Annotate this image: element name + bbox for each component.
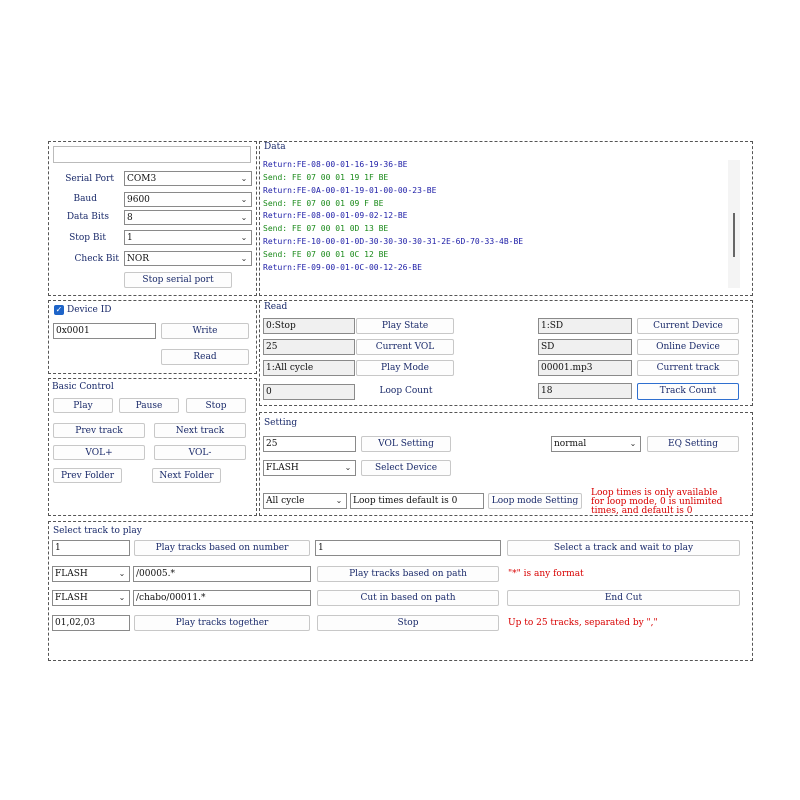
play-button[interactable]: Play — [53, 398, 113, 413]
baud-label: Baud — [73, 194, 97, 204]
current-track-button[interactable]: Current track — [637, 360, 739, 376]
online-device-value: SD — [538, 339, 632, 355]
chevron-down-icon: ⌄ — [240, 195, 248, 204]
log-line: Send: FE 07 00 01 09 F BE — [263, 199, 384, 208]
checkbit-select[interactable] — [124, 251, 252, 266]
play-together-button[interactable]: Play tracks together — [134, 615, 310, 631]
cut-path-input[interactable]: /chabo/00011.* — [133, 590, 311, 606]
eq-select[interactable] — [551, 436, 641, 452]
cut-device-select[interactable] — [52, 590, 130, 606]
track-count-value: 18 — [538, 383, 632, 399]
device-id-label: Device ID — [67, 305, 112, 315]
vol-up-button[interactable]: VOL+ — [53, 445, 145, 460]
stopbit-value: 1 — [127, 233, 133, 243]
loop-times-input[interactable]: Loop times default is 0 — [350, 493, 484, 509]
log-line: Return:FE-0A-00-01-19-01-00-00-23-BE — [263, 186, 437, 195]
play-state-value: 0:Stop — [263, 318, 355, 334]
databits-label: Data Bits — [66, 212, 109, 222]
loop-note-line2: for loop mode, 0 is unlimited — [591, 497, 723, 507]
loop-mode-setting-button[interactable]: Loop mode Setting — [488, 493, 582, 509]
next-folder-button[interactable]: Next Folder — [152, 468, 221, 483]
chevron-down-icon: ⌄ — [240, 233, 248, 242]
track-count-button[interactable]: Track Count — [637, 383, 739, 400]
read-title: Read — [264, 302, 288, 312]
together-input[interactable]: 01,02,03 — [52, 615, 130, 631]
select-and-wait-button[interactable]: Select a track and wait to play — [507, 540, 740, 556]
device-select-value: FLASH — [266, 463, 299, 473]
select-stop-button[interactable]: Stop — [317, 615, 499, 631]
log-line: Return:FE-08-00-01-16-19-36-BE — [263, 160, 408, 169]
baud-value: 9600 — [127, 195, 150, 205]
path-device-value: FLASH — [55, 569, 88, 579]
vol-setting-button[interactable]: VOL Setting — [361, 436, 451, 452]
serial-top-field[interactable] — [53, 146, 251, 163]
cut-device-value: FLASH — [55, 593, 88, 603]
loop-count-value: 0 — [263, 384, 355, 400]
basic-control-title: Basic Control — [52, 382, 114, 392]
current-track-value: 00001.mp3 — [538, 360, 632, 376]
eq-setting-button[interactable]: EQ Setting — [647, 436, 739, 452]
play-state-button[interactable]: Play State — [356, 318, 454, 334]
vol-setting-input[interactable]: 25 — [263, 436, 356, 452]
chevron-down-icon: ⌄ — [335, 496, 343, 505]
log-line: Send: FE 07 00 01 0C 12 BE — [263, 250, 389, 259]
current-device-button[interactable]: Current Device — [637, 318, 739, 334]
chevron-down-icon: ⌄ — [629, 439, 637, 448]
chevron-down-icon: ⌄ — [118, 569, 126, 578]
serial-port-value: COM3 — [127, 174, 157, 184]
log-line: Send: FE 07 00 01 0D 13 BE — [263, 224, 389, 233]
select-track-title: Select track to play — [53, 526, 142, 536]
device-id-checkbox[interactable] — [54, 305, 64, 315]
databits-value: 8 — [127, 213, 133, 223]
current-device-value: 1:SD — [538, 318, 632, 334]
chevron-down-icon: ⌄ — [118, 593, 126, 602]
serial-port-select[interactable] — [124, 171, 252, 186]
setting-title: Setting — [264, 418, 298, 428]
path-device-select[interactable] — [52, 566, 130, 582]
eq-value: normal — [554, 439, 587, 449]
loop-count-label: Loop Count — [379, 386, 433, 396]
current-vol-button[interactable]: Current VOL — [356, 339, 454, 355]
play-mode-value: 1:All cycle — [263, 360, 355, 376]
path-note: "*" is any format — [508, 569, 584, 579]
data-log-title: Data — [264, 142, 286, 152]
online-device-button[interactable]: Online Device — [637, 339, 739, 355]
device-select[interactable] — [263, 460, 356, 476]
baud-select[interactable] — [124, 192, 252, 207]
log-line: Send: FE 07 00 01 19 1F BE — [263, 173, 389, 182]
checkbit-label: Check Bit — [74, 254, 119, 264]
check-icon: ✓ — [55, 305, 63, 314]
chevron-down-icon: ⌄ — [240, 174, 248, 183]
loop-mode-value: All cycle — [266, 496, 305, 506]
prev-track-button[interactable]: Prev track — [53, 423, 145, 438]
select-device-button[interactable]: Select Device — [361, 460, 451, 476]
stop-serial-port-button[interactable]: Stop serial port — [124, 272, 232, 288]
serial-port-label: Serial Port — [65, 174, 114, 184]
play-by-path-button[interactable]: Play tracks based on path — [317, 566, 499, 582]
loop-note-line3: times, and default is 0 — [591, 506, 693, 516]
log-line: Return:FE-08-00-01-09-02-12-BE — [263, 211, 408, 220]
chevron-down-icon: ⌄ — [240, 213, 248, 222]
chevron-down-icon: ⌄ — [240, 254, 248, 263]
play-by-number-button[interactable]: Play tracks based on number — [134, 540, 310, 556]
log-line: Return:FE-10-00-01-0D-30-30-30-30-31-2E-6D-70-33-4B-BE — [263, 237, 524, 246]
vol-down-button[interactable]: VOL- — [154, 445, 246, 460]
databits-select[interactable] — [124, 210, 252, 225]
current-vol-value: 25 — [263, 339, 355, 355]
loop-mode-select[interactable] — [263, 493, 347, 509]
scrollbar-thumb[interactable] — [733, 213, 735, 257]
path-input[interactable]: /00005.* — [133, 566, 311, 582]
read-button[interactable]: Read — [161, 349, 249, 365]
together-note: Up to 25 tracks, separated by "," — [508, 618, 658, 628]
stop-button[interactable]: Stop — [186, 398, 246, 413]
stopbit-label: Stop Bit — [69, 233, 106, 243]
log-line: Return:FE-09-00-01-0C-00-12-26-BE — [263, 263, 422, 272]
prev-folder-button[interactable]: Prev Folder — [53, 468, 122, 483]
wait-track-input[interactable]: 1 — [315, 540, 501, 556]
loop-note-line1: Loop times is only available — [591, 488, 718, 498]
chevron-down-icon: ⌄ — [344, 463, 352, 472]
play-mode-button[interactable]: Play Mode — [356, 360, 454, 376]
cut-in-by-path-button[interactable]: Cut in based on path — [317, 590, 499, 606]
track-number-input[interactable]: 1 — [52, 540, 130, 556]
write-button[interactable]: Write — [161, 323, 249, 339]
checkbit-value: NOR — [127, 254, 150, 264]
end-cut-button[interactable]: End Cut — [507, 590, 740, 606]
stopbit-select[interactable] — [124, 230, 252, 245]
next-track-button[interactable]: Next track — [154, 423, 246, 438]
pause-button[interactable]: Pause — [119, 398, 179, 413]
device-id-input[interactable]: 0x0001 — [53, 323, 156, 339]
